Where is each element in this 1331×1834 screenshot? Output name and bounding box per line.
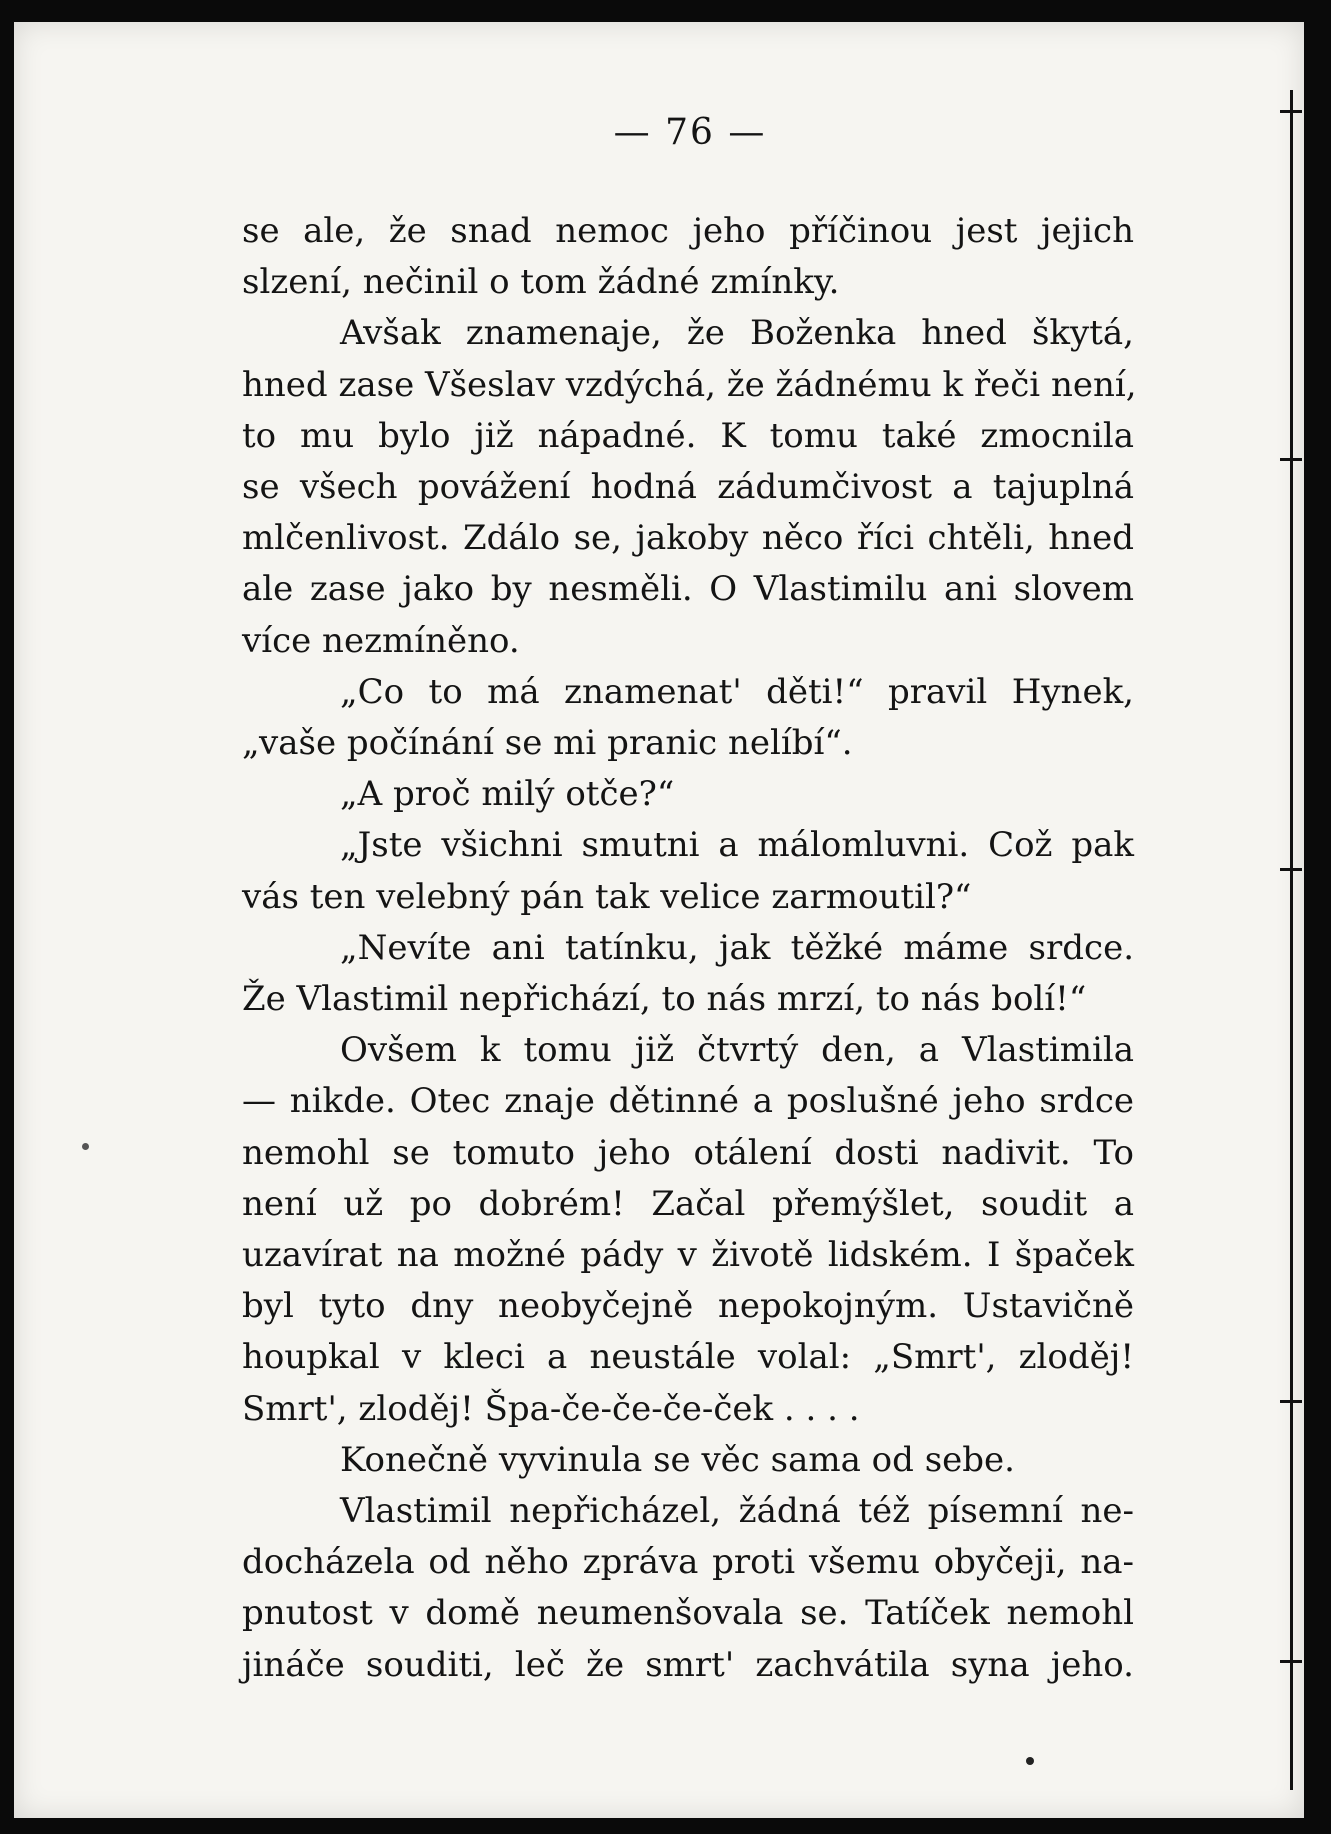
text-line: pnutost v domě neumenšovala se. Tatíček nemohl bbox=[242, 1593, 1134, 1634]
text-line: docházela od něho zpráva proti všemu obyčeji, na- bbox=[242, 1542, 1134, 1583]
page-number: — 76 — bbox=[613, 112, 767, 153]
text-line: vás ten velebný pán tak velice zarmoutil?“ bbox=[242, 876, 972, 917]
binding-tick bbox=[1280, 868, 1302, 871]
text-line: „Co to má znamenat' děti!“ pravil Hynek, bbox=[340, 671, 1134, 712]
text-line: to mu bylo již nápadné. K tomu také zmocnila bbox=[242, 415, 1134, 456]
text-line: Vlastimil nepřicházel, žádná též písemní ne- bbox=[340, 1491, 1134, 1532]
body-text bbox=[242, 206, 1137, 1691]
text-line: Konečně vyvinula se věc sama od sebe. bbox=[340, 1439, 1015, 1480]
text-line: hned zase Všeslav vzdýchá, že žádnému k řeči není, bbox=[242, 364, 1137, 405]
text-line: uzavírat na možné pády v životě lidském. I špaček bbox=[242, 1235, 1134, 1276]
text-line: více nezmíněno. bbox=[242, 620, 520, 661]
text-line: „Nevíte ani tatínku, jak těžké máme srdce. bbox=[340, 927, 1134, 968]
text-line: slzení, nečinil o tom žádné zmínky. bbox=[242, 262, 840, 303]
text-line: mlčenlivost. Zdálo se, jakoby něco říci chtěli, hned bbox=[242, 518, 1134, 559]
text-line: Avšak znamenaje, že Boženka hned škytá, bbox=[340, 313, 1134, 354]
binding-tick bbox=[1280, 1660, 1302, 1663]
text-line: jináče souditi, leč že smrt' zachvátila syna jeho. bbox=[242, 1644, 1134, 1685]
text-line: ale zase jako by nesměli. O Vlastimilu ani slovem bbox=[242, 569, 1134, 610]
text-line: „A proč milý otče?“ bbox=[340, 774, 675, 815]
ink-speck bbox=[82, 1143, 89, 1150]
text-line: nemohl se tomuto jeho otálení dosti nadivit. To bbox=[242, 1132, 1134, 1173]
text-line: není už po dobrém! Začal přemýšlet, soudit a bbox=[242, 1183, 1134, 1224]
binding-tick bbox=[1280, 1400, 1302, 1403]
text-line: se všech povážení hodná zádumčivost a tajuplná bbox=[242, 467, 1134, 508]
text-line: „Jste všichni smutni a málomluvni. Což pak bbox=[340, 825, 1134, 866]
text-line: se ale, že snad nemoc jeho příčinou jest jejich bbox=[242, 211, 1134, 251]
text-line: houpkal v kleci a neustále volal: „Smrt', zloděj! bbox=[242, 1337, 1134, 1378]
text-line: „vaše počínání se mi pranic nelíbí“. bbox=[242, 723, 853, 764]
ink-speck bbox=[1026, 1757, 1034, 1765]
text-line: Smrt', zloděj! Špa-če-če-če-ček . . . . bbox=[242, 1388, 860, 1429]
text-line: — nikde. Otec znaje dětinné a poslušné jeho srdce bbox=[242, 1081, 1134, 1122]
text-line: Ovšem k tomu již čtvrtý den, a Vlastimila bbox=[340, 1030, 1134, 1071]
binding-tick bbox=[1280, 458, 1302, 461]
binding-rule bbox=[1290, 90, 1293, 1790]
text-line: Že Vlastimil nepřichází, to nás mrzí, to nás bolí!“ bbox=[242, 979, 1087, 1020]
text-line: byl tyto dny neobyčejně nepokojným. Ustavičně bbox=[242, 1286, 1134, 1327]
